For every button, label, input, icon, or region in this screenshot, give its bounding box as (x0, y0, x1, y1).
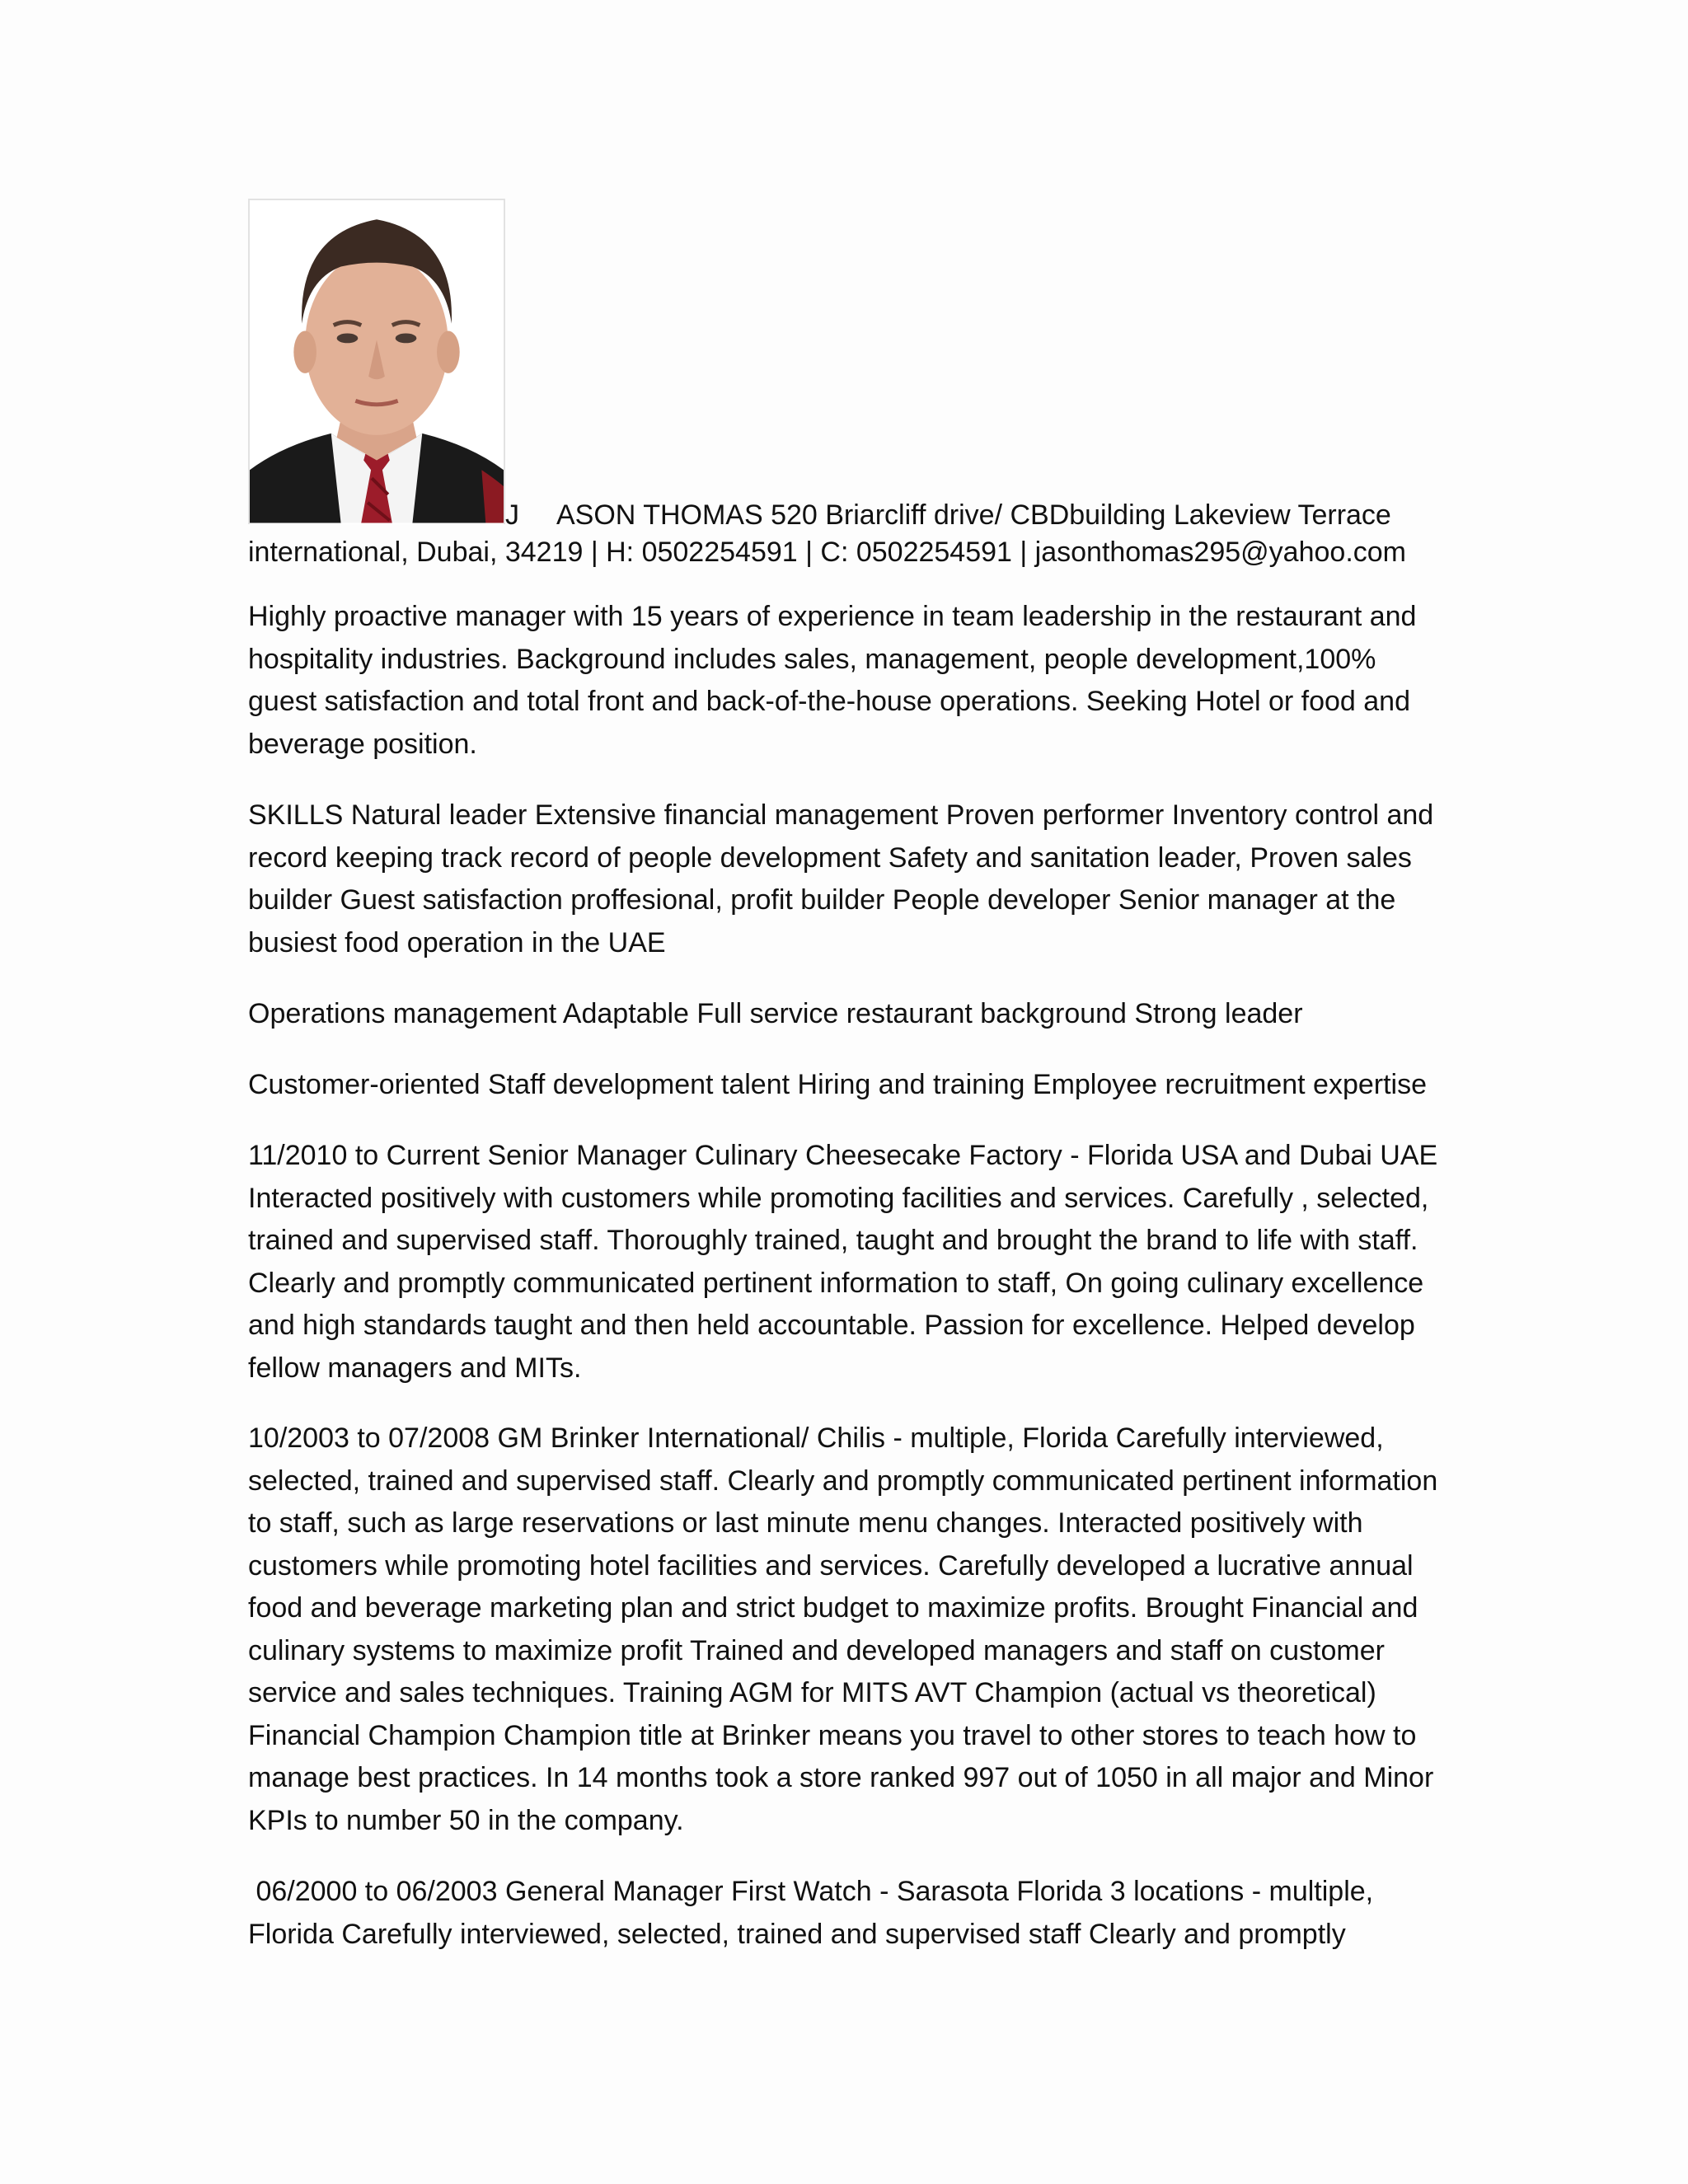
profile-photo (248, 199, 505, 524)
job-first-watch: 06/2000 to 06/2003 General Manager First Watch - Sarasota Florida 3 locations - multiple, Florida Carefully interviewed, selected, trained and supervised staff Clearly and promptly (248, 1876, 1381, 1950)
job-cheesecake-factory: 11/2010 to Current Senior Manager Culinary Cheesecake Factory - Florida USA and Dubai UAE Interacted positively with customers while promoting facilities and services. Carefully , selected, trained and supervised staff. Thoroughly trained, taught and brought the brand to life with staff. Clearly and promptly communicated pertinent information to staff, On going culinary excellence and high standards taught and then held accountable. Passion for excellence. Helped develop fellow managers and MITs. (248, 1140, 1438, 1384)
name-address-line (505, 494, 1391, 536)
name-initial: J (505, 499, 519, 531)
contact-line: international, Dubai, 34219 | H: 0502254591 | C: 0502254591 | jasonthomas295@yahoo.com (248, 537, 1406, 568)
skills-line-2: Operations management Adaptable Full service restaurant background Strong leader (248, 998, 1303, 1029)
job-brinker-chilis: 10/2003 to 07/2008 GM Brinker International/ Chilis - multiple, Florida Carefully interviewed, selected, trained and supervised staff. Clearly and promptly communicated pertinent information to staff, such as large reservations or last minute menu changes. Interacted positively with customers while promoting hotel facilities and services. Carefully developed a lucrative annual food and beverage marketing plan and strict budget to maximize profits. Brought Financial and culinary systems to maximize profit Trained and developed managers and staff on customer service and sales techniques. Training AGM for MITS AVT Champion (actual vs theoretical) Financial Champion Champion title at Brinker means you travel to other stores to teach how to manage best practices. In 14 months took a store ranked 997 out of 1050 in all major and Minor KPIs to number 50 in the company. (248, 1422, 1438, 1836)
summary-paragraph: Highly proactive manager with 15 years of experience in team leadership in the restaurant and hospitality industries. Background includes sales, management, people development,100% guest satisfaction and total front and back-of-the-house operations. Seeking Hotel or food and beverage position. (248, 601, 1417, 760)
name-address-text: ASON THOMAS 520 Briarcliff drive/ CBDbuilding Lakeview Terrace (556, 499, 1391, 531)
skills-line-3: Customer-oriented Staff development talent Hiring and training Employee recruitment expertise (248, 1069, 1427, 1100)
portrait-photo-icon (250, 200, 504, 524)
skills-paragraph: SKILLS Natural leader Extensive financial management Proven performer Inventory control and record keeping track record of people development Safety and sanitation leader, Proven sales builder Guest satisfaction proffesional, profit builder People developer Senior manager at the busiest food operation in the UAE (248, 799, 1434, 958)
